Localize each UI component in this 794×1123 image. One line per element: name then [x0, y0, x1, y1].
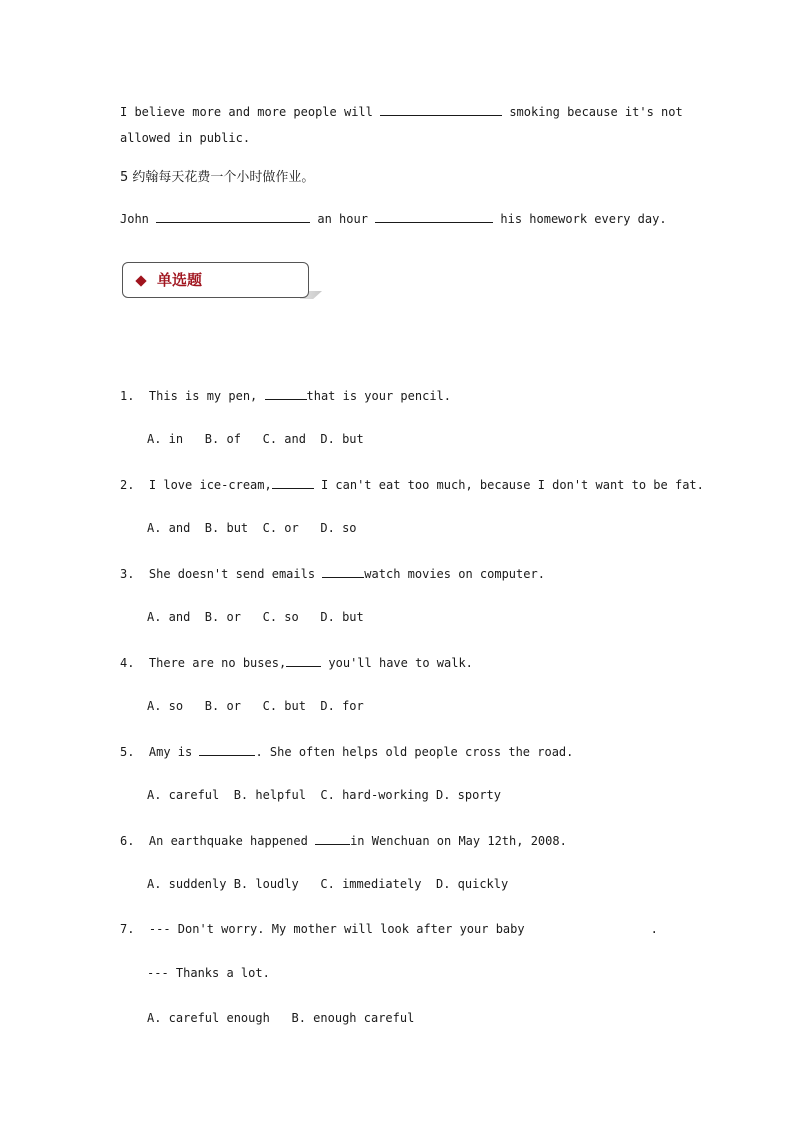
- question-3: [120, 565, 545, 582]
- question-number: 7.: [120, 922, 135, 936]
- question-stem-after: watch movies on computer.: [364, 567, 545, 581]
- diamond-bullet-icon: [135, 275, 146, 286]
- answer-blank[interactable]: [375, 210, 493, 223]
- question-number: 6.: [120, 834, 135, 848]
- question-stem-before: --- Don't worry. My mother will look after your baby: [148, 922, 525, 936]
- question-6-options: A. suddenly B. loudly C. immediately D. quickly: [147, 877, 509, 891]
- answer-blank[interactable]: [380, 103, 502, 116]
- question-5: [120, 743, 573, 760]
- intro-line-1-before: I believe more and more people will: [120, 105, 381, 119]
- answer-blank[interactable]: [265, 387, 307, 400]
- question-stem-before: She doesn't send emails: [148, 567, 323, 581]
- question-stem-after: in Wenchuan on May 12th, 2008.: [350, 834, 567, 848]
- item-5-sentence: [120, 210, 667, 227]
- question-number: 2.: [120, 478, 135, 492]
- intro-line-2: allowed in public.: [120, 131, 251, 145]
- question-number: 4.: [120, 656, 135, 670]
- answer-blank[interactable]: [322, 565, 364, 578]
- question-stem-before: Amy is: [148, 745, 200, 759]
- answer-blank[interactable]: [315, 832, 350, 845]
- question-5-options: A. careful B. helpful C. hard-working D. sporty: [147, 788, 502, 802]
- question-stem-after: .: [650, 922, 658, 936]
- answer-blank[interactable]: [272, 476, 314, 489]
- question-1-options: A. in B. of C. and D. but: [147, 432, 364, 446]
- question-number: 3.: [120, 567, 135, 581]
- question-stem-after: you'll have to walk.: [321, 656, 473, 670]
- question-2-options: A. and B. but C. or D. so: [147, 521, 357, 535]
- question-4: [120, 654, 473, 671]
- question-1: [120, 387, 451, 404]
- question-number: 1.: [120, 389, 135, 403]
- question-7-reply: --- Thanks a lot.: [147, 966, 270, 980]
- item-5-part-1: John: [120, 212, 157, 226]
- item-5-label: 5 约翰每天花费一个小时做作业。: [120, 170, 315, 185]
- question-2: [120, 476, 704, 493]
- question-7-options: A. careful enough B. enough careful: [147, 1011, 415, 1025]
- question-4-options: A. so B. or C. but D. for: [147, 699, 364, 713]
- question-number: 5.: [120, 745, 135, 759]
- intro-line-1-after: smoking because it's not: [502, 105, 683, 119]
- section-title: 单选题: [157, 271, 203, 289]
- question-stem-after: I can't eat too much, because I don't want to be fat.: [313, 478, 704, 492]
- question-stem-before: An earthquake happened: [148, 834, 316, 848]
- question-stem-before: I love ice-cream,: [148, 478, 272, 492]
- item-5-part-2: an hour: [310, 212, 376, 226]
- question-stem-before: This is my pen,: [148, 389, 265, 403]
- question-stem-after: that is your pencil.: [306, 389, 451, 403]
- question-stem-before: There are no buses,: [148, 656, 287, 670]
- item-5-part-3: his homework every day.: [493, 212, 667, 226]
- section-header: [122, 262, 309, 298]
- question-stem-after: . She often helps old people cross the road.: [255, 745, 574, 759]
- question-3-options: A. and B. or C. so D. but: [147, 610, 364, 624]
- answer-blank[interactable]: [286, 654, 321, 667]
- answer-blank[interactable]: [199, 743, 255, 756]
- question-7: [120, 921, 658, 937]
- question-6: [120, 832, 567, 849]
- intro-line-1: [120, 103, 683, 120]
- answer-blank[interactable]: [156, 210, 310, 223]
